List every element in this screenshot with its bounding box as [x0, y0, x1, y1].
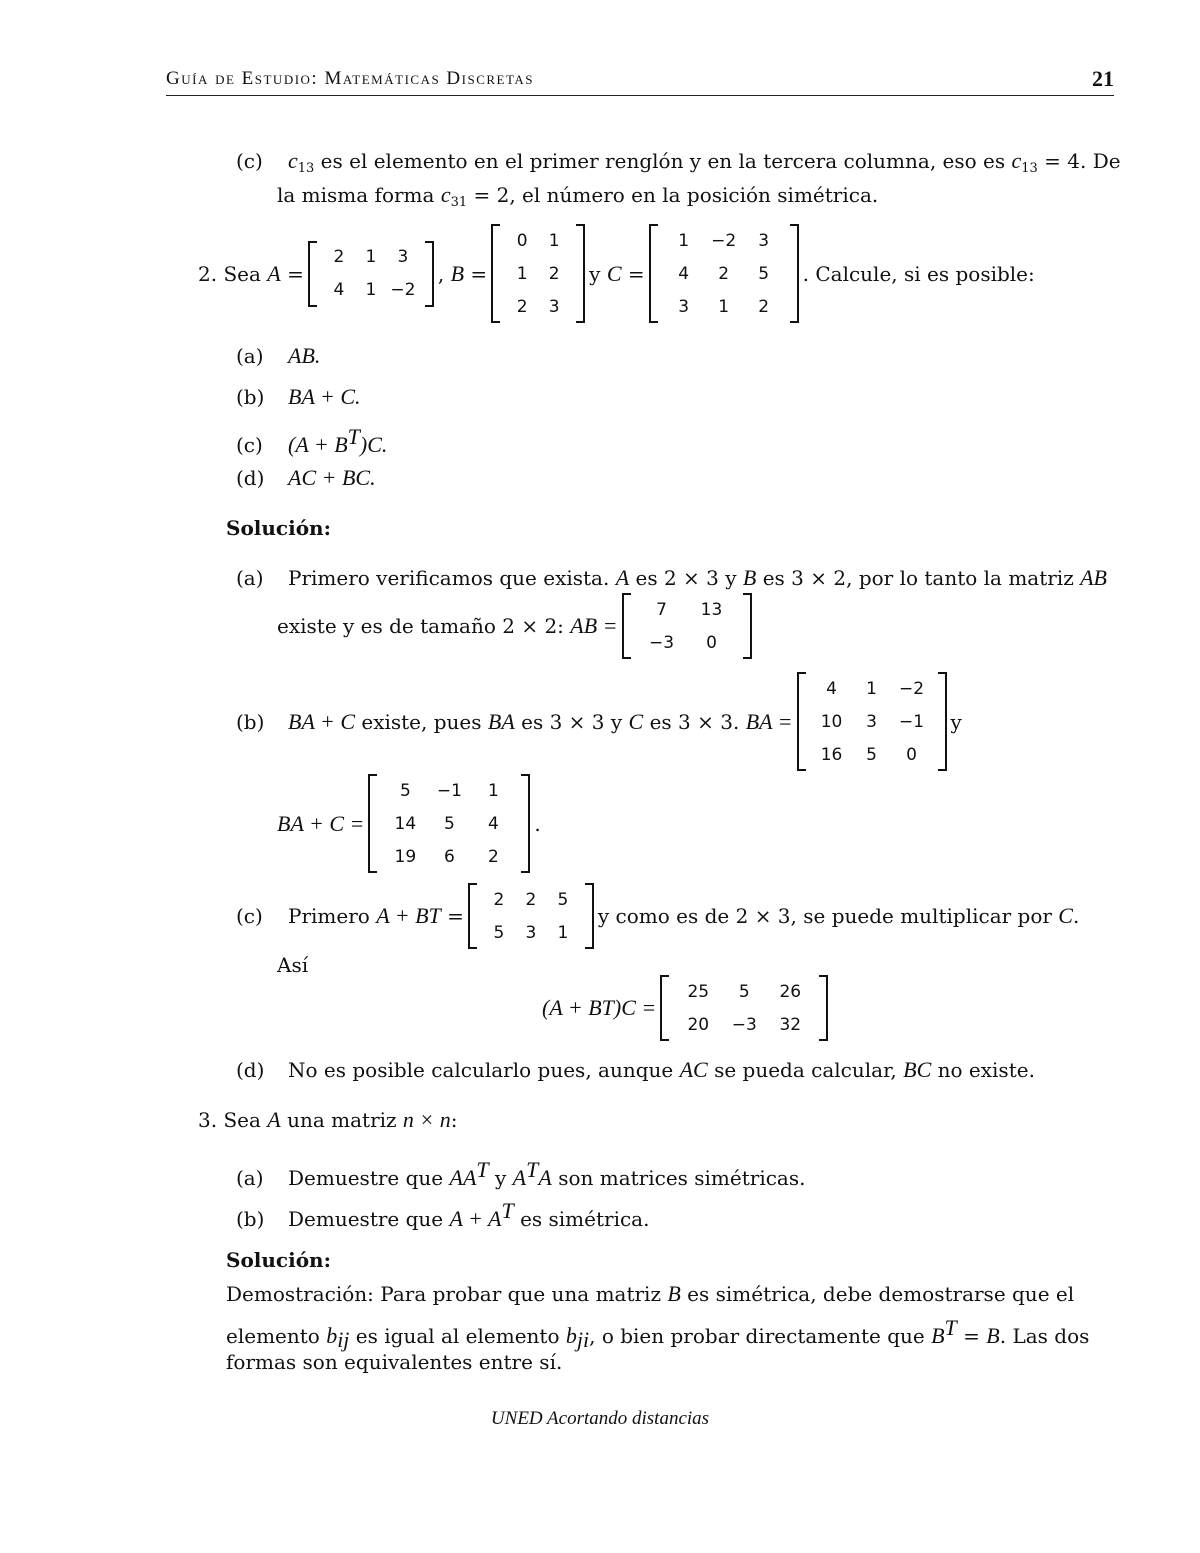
matrix-cell: 3: [758, 230, 770, 251]
sol-d: (d) No es posible calcularlo pues, aunque AC se pueda calcular, BC no existe.: [236, 1057, 1035, 1082]
matrix-cell: 5: [443, 813, 455, 834]
q2-b: (b) BA + C.: [236, 384, 361, 409]
matrix-cell: 2: [548, 263, 560, 284]
matrix-row: [506, 290, 570, 323]
matrix-cell: 1: [365, 247, 377, 267]
matrix-cell: 3: [678, 296, 690, 317]
matrix-row: [506, 257, 570, 290]
matrix-cell: 25: [687, 981, 710, 1002]
matrix-cell: 4: [826, 678, 837, 699]
matrix-cell: 4: [678, 263, 690, 284]
header-title: Guía de Estudio: Matemáticas Discretas: [166, 68, 535, 89]
matrix-cell: 3: [866, 711, 877, 732]
matrix-row: [483, 883, 579, 916]
matrix-cell: 16: [820, 744, 843, 765]
q2-c: (c) $(A + B^T)C$.: [236, 424, 388, 457]
matrix: [649, 224, 799, 323]
matrix-cell: 5: [493, 922, 505, 943]
matrix-cell: 4: [333, 280, 345, 300]
matrix-cell: 1: [548, 230, 560, 251]
matrix-row: [383, 807, 515, 840]
matrix-cell: −2: [711, 230, 737, 251]
sol-b-line-1: (b) BA + C existe, pues BA es 3 × 3 y C es 3 × 3. BA = 4 1 −2 10 3 −1 16 5 0 y: [236, 672, 962, 771]
item-c-line-2: la misma forma $c_{31} = 2$, el número en la posición simétrica.: [277, 182, 879, 210]
sol-c-asi: Así: [277, 953, 309, 977]
sol-a-line-2: existe y es de tamaño 2 × 2: AB = 7 13 −3 0: [277, 593, 756, 659]
matrix-cell: −2: [898, 678, 925, 699]
matrix-cell: 1: [516, 263, 528, 284]
matrix-cell: 0: [516, 230, 528, 251]
matrix-cell: 4: [487, 813, 499, 834]
matrix-cell: 1: [718, 296, 730, 317]
matrix-cell: 2: [493, 889, 505, 910]
matrix-cell: 0: [906, 744, 917, 765]
matrix-cell: 5: [557, 889, 569, 910]
matrix-cell: −3: [648, 632, 675, 653]
matrix-cell: 3: [548, 296, 560, 317]
matrix-row: [383, 840, 515, 873]
matrix-cell: 14: [394, 813, 417, 834]
matrix: [491, 224, 585, 323]
sol-b-line-2: BA + C = 5 −1 1 14 5 4 19 6 2 .: [277, 774, 541, 873]
matrix-cell: 2: [487, 846, 499, 867]
solution-heading-2: Solución:: [226, 1248, 331, 1272]
question-2: 2. Sea A = 2 1 3 4 1 −2 , B = 0 1 1 2 2 3 y C = 1 −2 3 4 2 5 3 1 2 . Calcule, si es posible:: [198, 224, 1035, 323]
matrix-row: [664, 224, 784, 257]
matrix-row: [664, 257, 784, 290]
matrix-cell: −3: [731, 1014, 757, 1035]
header-rule: [166, 95, 1114, 96]
matrix-row: [323, 274, 419, 307]
matrix-cell: 5: [866, 744, 877, 765]
matrix: [308, 241, 434, 307]
item-c-line-1: (c) $c_{13}$ es el elemento en el primer renglón y en la tercera columna, eso es $c_{13} = 4$. De: [236, 148, 1121, 176]
sol-c-line-1: (c) Primero A + B T = 2 2 5 5 3 1 y como es de 2 × 3, se puede multiplicar por C .: [236, 883, 1079, 949]
matrix-cell: 7: [656, 599, 667, 620]
matrix-row: [675, 975, 813, 1008]
matrix-cell: 3: [397, 247, 409, 267]
matrix-cell: 2: [758, 296, 770, 317]
q3-b: (b) Demuestre que $A + A^T$ es simétrica.: [236, 1198, 650, 1231]
proof-line-2: elemento $b_{ij}$ es igual al elemento $b_{ji}$, o bien probar directamente que $B^T = B$. Las dos: [226, 1315, 1090, 1352]
matrix-cell: 10: [820, 711, 843, 732]
matrix-cell: 0: [706, 632, 717, 653]
matrix-cell: 5: [399, 780, 411, 801]
matrix-cell: 26: [779, 981, 802, 1002]
matrix-row: [675, 1008, 813, 1041]
matrix-cell: 3: [525, 922, 537, 943]
matrix-cell: 13: [700, 599, 723, 620]
matrix-row: [812, 672, 932, 705]
q3-a: (a) Demuestre que $AA^T$ y $A^TA$ son matrices simétricas.: [236, 1157, 806, 1190]
footer: UNED Acortando distancias: [490, 1408, 710, 1429]
matrix-row: [664, 290, 784, 323]
matrix-cell: 1: [678, 230, 690, 251]
matrix-cell: 2: [333, 247, 345, 267]
matrix-row: [323, 241, 419, 274]
matrix: [660, 975, 828, 1041]
matrix-row: [637, 593, 737, 626]
sol-a-line-1: (a) Primero verificamos que exista. A es 2 × 3 y B es 3 × 2, por lo tanto la matriz AB: [236, 565, 1107, 590]
solution-heading: Solución:: [226, 516, 331, 540]
matrix-row: [506, 224, 570, 257]
page-number: 21: [1092, 66, 1114, 91]
matrix-row: [812, 705, 932, 738]
matrix-cell: −2: [390, 280, 416, 300]
q2-a: (a) AB.: [236, 343, 321, 368]
matrix-cell: 2: [525, 889, 537, 910]
matrix-row: [383, 774, 515, 807]
matrix-cell: −1: [898, 711, 925, 732]
matrix: [368, 774, 530, 873]
matrix-cell: 20: [687, 1014, 710, 1035]
matrix-cell: 5: [758, 263, 770, 284]
matrix: [468, 883, 594, 949]
matrix-row: [483, 916, 579, 949]
matrix-cell: 2: [718, 263, 730, 284]
matrix-cell: 1: [557, 922, 569, 943]
sol-c-result: (A + B T )C = 25 5 26 20 −3 32: [542, 975, 832, 1041]
question-3: 3. Sea A una matriz n × n:: [198, 1107, 458, 1132]
proof-line-3: formas son equivalentes entre sí.: [226, 1350, 563, 1374]
item-label: (c): [236, 149, 263, 173]
matrix-row: [812, 738, 932, 771]
matrix-cell: −1: [436, 780, 462, 801]
matrix-cell: 1: [866, 678, 877, 699]
matrix-cell: 1: [365, 280, 377, 300]
q2-d: (d) AC + BC.: [236, 465, 376, 490]
matrix-cell: 1: [487, 780, 499, 801]
matrix: [797, 672, 947, 771]
matrix-cell: 32: [779, 1014, 802, 1035]
proof-line-1: Demostración: Para probar que una matriz B es simétrica, debe demostrarse que el: [226, 1281, 1075, 1306]
matrix: [622, 593, 752, 659]
matrix-cell: 5: [738, 981, 750, 1002]
matrix-cell: 6: [443, 846, 455, 867]
matrix-cell: 2: [516, 296, 528, 317]
matrix-cell: 19: [394, 846, 417, 867]
matrix-row: [637, 626, 737, 659]
